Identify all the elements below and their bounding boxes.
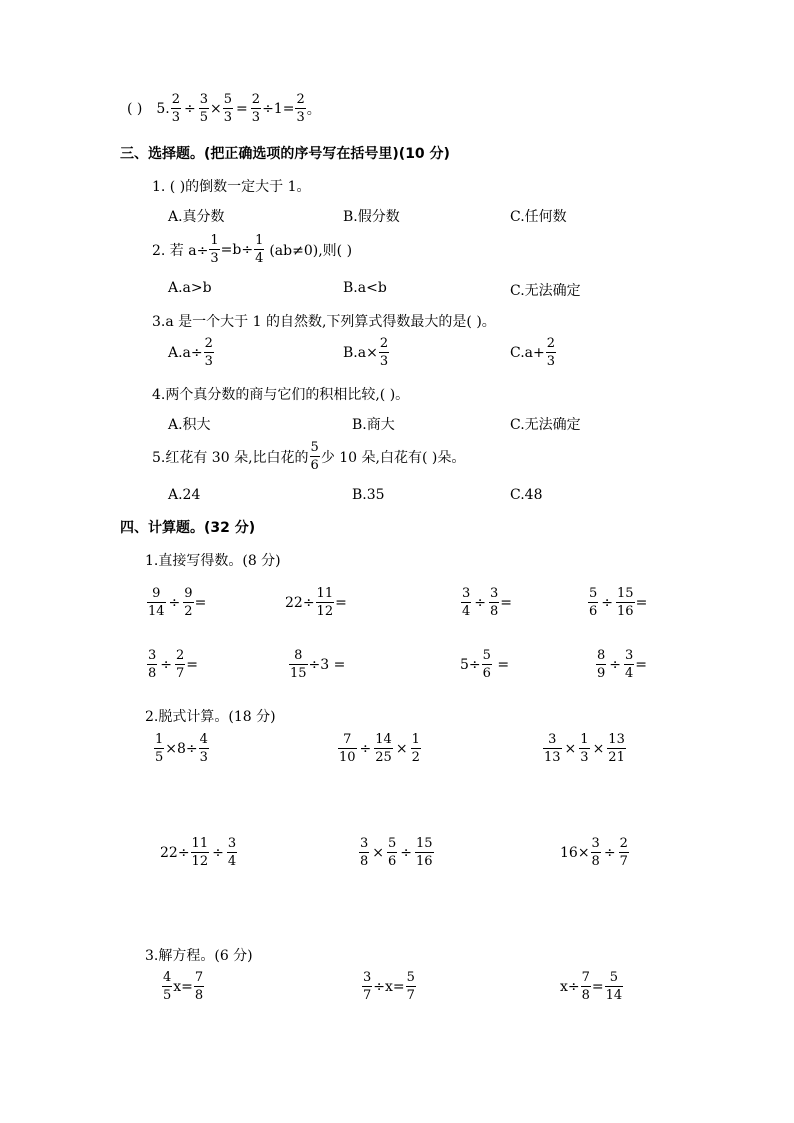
fraction bbox=[482, 649, 492, 680]
denominator: 7 bbox=[619, 854, 628, 869]
option-q1-b[interactable]: B.假分数 bbox=[343, 209, 400, 225]
expression-text: 2. 若 a÷ bbox=[152, 242, 209, 259]
numerator: 8 bbox=[294, 648, 303, 663]
numerator: 15 bbox=[617, 586, 634, 601]
expression-text: × bbox=[592, 740, 605, 757]
fraction bbox=[607, 733, 626, 764]
denominator: 16 bbox=[617, 604, 634, 619]
expression-text: ÷ bbox=[400, 844, 413, 861]
expression-text: × bbox=[395, 740, 408, 757]
expression-text: ÷ bbox=[359, 740, 372, 757]
fraction bbox=[579, 733, 589, 764]
expression-text: 5÷ bbox=[460, 656, 481, 673]
denominator: 21 bbox=[608, 750, 625, 765]
fraction bbox=[295, 93, 305, 124]
choice-q5 bbox=[152, 441, 465, 472]
numerator: 2 bbox=[379, 336, 389, 351]
expression-text: ÷ bbox=[601, 594, 614, 611]
fraction bbox=[624, 649, 634, 680]
numerator: 4 bbox=[163, 970, 172, 985]
expression-text: × bbox=[372, 844, 385, 861]
numerator: 3 bbox=[360, 836, 369, 851]
part-3-title: 3.解方程。(6 分) bbox=[145, 948, 253, 964]
fraction bbox=[338, 733, 357, 764]
oral-calc-6 bbox=[288, 649, 345, 680]
denominator: 16 bbox=[416, 854, 433, 869]
fraction bbox=[199, 733, 209, 764]
section-3-title: 三、选择题。(把正确选项的序号写在括号里)(10 分) bbox=[120, 146, 450, 162]
denominator: 4 bbox=[255, 251, 264, 266]
fraction bbox=[581, 971, 591, 1002]
judge-item-5 bbox=[127, 93, 321, 124]
numerator: 14 bbox=[375, 732, 392, 747]
fraction bbox=[387, 837, 397, 868]
part-2-title: 2.脱式计算。(18 分) bbox=[145, 709, 276, 725]
expression-text: ÷3 = bbox=[308, 656, 346, 673]
expression-text: ÷ bbox=[474, 594, 487, 611]
expression-text: ÷ bbox=[212, 844, 224, 861]
expression-text: =b÷ bbox=[220, 241, 254, 258]
fraction bbox=[616, 587, 635, 618]
denominator: 15 bbox=[290, 666, 307, 681]
expression-text: 少 10 朵,白花有( )朵。 bbox=[320, 449, 466, 466]
fraction bbox=[191, 837, 210, 868]
fraction bbox=[204, 337, 214, 368]
expression-text: ÷ bbox=[160, 656, 173, 673]
numerator: 7 bbox=[343, 732, 352, 747]
expression-text: = bbox=[492, 656, 510, 673]
oral-calc-3 bbox=[460, 587, 512, 618]
fraction bbox=[316, 587, 335, 618]
numerator: 3 bbox=[548, 732, 557, 747]
fraction bbox=[154, 733, 164, 764]
option-q1-a[interactable]: A.真分数 bbox=[168, 209, 225, 225]
denominator: 5 bbox=[199, 110, 209, 125]
numerator: 3 bbox=[227, 836, 237, 851]
expression-text: 5.红花有 30 朵,比白花的 bbox=[152, 449, 309, 466]
fraction bbox=[596, 649, 606, 680]
oral-calc-4 bbox=[587, 587, 647, 618]
denominator: 3 bbox=[204, 354, 213, 369]
choice-q1: 1. ( )的倒数一定大于 1。 bbox=[152, 179, 311, 195]
step-calc-5 bbox=[358, 837, 435, 868]
fraction bbox=[175, 649, 185, 680]
numerator: 2 bbox=[296, 92, 305, 107]
denominator: 7 bbox=[176, 666, 185, 681]
denominator: 7 bbox=[363, 988, 372, 1003]
denominator: 9 bbox=[597, 666, 606, 681]
numerator: 3 bbox=[199, 92, 209, 107]
oral-calc-7 bbox=[460, 649, 509, 680]
denominator: 14 bbox=[605, 988, 623, 1003]
expression-text: ×8÷ bbox=[165, 740, 198, 757]
part-1-title: 1.直接写得数。(8 分) bbox=[145, 553, 281, 569]
expression-text: ÷ bbox=[603, 844, 616, 861]
expression-text: 。 bbox=[306, 101, 321, 118]
fraction bbox=[209, 234, 219, 265]
denominator: 3 bbox=[379, 354, 389, 369]
fraction bbox=[359, 837, 369, 868]
numerator: 2 bbox=[546, 336, 556, 351]
oral-calc-1 bbox=[146, 587, 206, 618]
numerator: 1 bbox=[580, 732, 589, 747]
choice-q4: 4.两个真分数的商与它们的积相比较,( )。 bbox=[152, 387, 410, 403]
option-q2-b[interactable]: B.a<b bbox=[343, 280, 387, 296]
denominator: 4 bbox=[227, 854, 237, 869]
denominator: 8 bbox=[360, 854, 369, 869]
numerator: 3 bbox=[363, 970, 372, 985]
expression-text: ÷ bbox=[609, 656, 622, 673]
fraction bbox=[619, 837, 629, 868]
denominator: 8 bbox=[591, 854, 600, 869]
option-q2-a[interactable]: A.a>b bbox=[168, 280, 212, 296]
numerator: 1 bbox=[155, 732, 164, 747]
option-q4-c[interactable]: C.无法确定 bbox=[510, 417, 581, 433]
denominator: 13 bbox=[544, 750, 561, 765]
expression-text: 5. bbox=[156, 100, 170, 117]
numerator: 5 bbox=[406, 970, 415, 985]
fraction bbox=[289, 649, 308, 680]
denominator: 10 bbox=[339, 750, 356, 765]
numerator: 1 bbox=[210, 233, 219, 248]
denominator: 8 bbox=[490, 604, 499, 619]
option-q5-a[interactable]: A.24 bbox=[168, 487, 201, 503]
denominator: 6 bbox=[482, 666, 491, 681]
choice-q2 bbox=[152, 234, 352, 265]
numerator: 7 bbox=[581, 970, 590, 985]
denominator: 2 bbox=[411, 750, 420, 765]
option-q5-b[interactable]: B.35 bbox=[352, 487, 385, 503]
numerator: 5 bbox=[589, 586, 598, 601]
fraction bbox=[223, 93, 233, 124]
oral-calc-8 bbox=[595, 649, 647, 680]
section-4-title: 四、计算题。(32 分) bbox=[120, 520, 256, 536]
step-calc-4 bbox=[160, 837, 238, 868]
denominator: 6 bbox=[310, 458, 319, 473]
expression-text: A.a÷ bbox=[168, 344, 203, 361]
equation-1 bbox=[161, 971, 205, 1002]
numerator: 9 bbox=[152, 586, 161, 601]
fraction bbox=[588, 587, 598, 618]
denominator: 4 bbox=[625, 666, 634, 681]
numerator: 1 bbox=[411, 732, 420, 747]
numerator: 2 bbox=[204, 336, 213, 351]
expression-text: x÷ bbox=[560, 978, 580, 995]
denominator: 12 bbox=[191, 854, 209, 869]
denominator: 14 bbox=[148, 604, 165, 619]
fraction bbox=[183, 587, 193, 618]
expression-text: = bbox=[186, 656, 199, 673]
fraction bbox=[489, 587, 499, 618]
denominator: 3 bbox=[546, 354, 556, 369]
option-q3-b[interactable] bbox=[343, 337, 390, 368]
expression-text: ÷ bbox=[168, 594, 181, 611]
numerator: 5 bbox=[223, 92, 233, 107]
option-q3-a[interactable] bbox=[168, 337, 215, 368]
denominator: 2 bbox=[184, 604, 193, 619]
fraction bbox=[147, 587, 166, 618]
denominator: 6 bbox=[589, 604, 598, 619]
fraction bbox=[227, 837, 237, 868]
expression-text: ÷ bbox=[184, 100, 196, 117]
step-calc-1 bbox=[153, 733, 210, 764]
expression-text: 22÷ bbox=[285, 594, 315, 611]
denominator: 3 bbox=[251, 110, 261, 125]
fraction bbox=[254, 234, 264, 265]
fraction bbox=[194, 971, 204, 1002]
option-q1-c[interactable]: C.任何数 bbox=[510, 209, 567, 225]
denominator: 5 bbox=[163, 988, 172, 1003]
oral-calc-2 bbox=[285, 587, 347, 618]
fraction bbox=[543, 733, 562, 764]
numerator: 5 bbox=[388, 836, 397, 851]
expression-text: = bbox=[591, 978, 604, 995]
fraction bbox=[162, 971, 172, 1002]
fraction bbox=[374, 733, 393, 764]
fraction bbox=[605, 971, 624, 1002]
answer-paren[interactable]: ( ) bbox=[127, 100, 143, 117]
numerator: 2 bbox=[171, 92, 181, 107]
denominator: 5 bbox=[155, 750, 164, 765]
numerator: 1 bbox=[255, 233, 264, 248]
option-q3-c[interactable] bbox=[510, 337, 557, 368]
numerator: 5 bbox=[310, 440, 319, 455]
fraction bbox=[310, 441, 320, 472]
denominator: 7 bbox=[406, 988, 415, 1003]
fraction bbox=[199, 93, 209, 124]
fraction bbox=[591, 837, 601, 868]
fraction bbox=[379, 337, 389, 368]
option-q4-b[interactable]: B.商大 bbox=[352, 417, 395, 433]
numerator: 5 bbox=[609, 970, 619, 985]
expression-text: ÷1= bbox=[262, 100, 295, 117]
expression-text: = bbox=[500, 594, 513, 611]
choice-q3: 3.a 是一个大于 1 的自然数,下列算式得数最大的是( )。 bbox=[152, 314, 496, 330]
expression-text: = bbox=[194, 594, 207, 611]
numerator: 11 bbox=[316, 586, 334, 601]
oral-calc-5 bbox=[146, 649, 198, 680]
numerator: 3 bbox=[625, 648, 634, 663]
denominator: 8 bbox=[194, 988, 204, 1003]
fraction bbox=[461, 587, 471, 618]
denominator: 3 bbox=[199, 750, 208, 765]
fraction bbox=[147, 649, 157, 680]
numerator: 15 bbox=[416, 836, 433, 851]
denominator: 3 bbox=[223, 110, 233, 125]
expression-text: = bbox=[236, 100, 248, 117]
numerator: 7 bbox=[194, 970, 204, 985]
denominator: 6 bbox=[388, 854, 397, 869]
equation-3 bbox=[560, 971, 624, 1002]
expression-text: 16× bbox=[560, 844, 590, 861]
numerator: 2 bbox=[251, 92, 261, 107]
expression-text: = bbox=[335, 594, 347, 611]
numerator: 3 bbox=[490, 586, 499, 601]
expression-text: 22÷ bbox=[160, 844, 190, 861]
denominator: 12 bbox=[316, 604, 334, 619]
fraction bbox=[546, 337, 556, 368]
denominator: 25 bbox=[375, 750, 392, 765]
numerator: 3 bbox=[148, 648, 157, 663]
expression-text: (ab≠0),则( ) bbox=[269, 242, 353, 259]
expression-text: ÷x= bbox=[373, 978, 405, 995]
fraction bbox=[411, 733, 421, 764]
fraction bbox=[406, 971, 416, 1002]
denominator: 8 bbox=[148, 666, 157, 681]
numerator: 13 bbox=[608, 732, 625, 747]
denominator: 8 bbox=[581, 988, 590, 1003]
numerator: 8 bbox=[597, 648, 606, 663]
expression-text: = bbox=[635, 656, 648, 673]
numerator: 9 bbox=[184, 586, 193, 601]
expression-text: × bbox=[564, 740, 577, 757]
fraction bbox=[171, 93, 181, 124]
denominator: 3 bbox=[171, 110, 181, 125]
option-q5-c[interactable]: C.48 bbox=[510, 487, 543, 503]
numerator: 4 bbox=[199, 732, 208, 747]
numerator: 11 bbox=[191, 836, 209, 851]
fraction bbox=[362, 971, 372, 1002]
denominator: 3 bbox=[210, 251, 219, 266]
expression-text: C.a+ bbox=[510, 344, 545, 361]
option-q4-a[interactable]: A.积大 bbox=[168, 417, 211, 433]
numerator: 3 bbox=[591, 836, 600, 851]
numerator: 2 bbox=[176, 648, 185, 663]
numerator: 2 bbox=[619, 836, 628, 851]
fraction bbox=[415, 837, 434, 868]
equation-2 bbox=[361, 971, 417, 1002]
expression-text: x= bbox=[173, 978, 193, 995]
denominator: 3 bbox=[580, 750, 589, 765]
fraction bbox=[251, 93, 261, 124]
expression-text: B.a× bbox=[343, 344, 378, 361]
expression-text: × bbox=[210, 100, 222, 117]
step-calc-3 bbox=[542, 733, 627, 764]
step-calc-6 bbox=[560, 837, 630, 868]
numerator: 5 bbox=[482, 648, 491, 663]
denominator: 3 bbox=[296, 110, 305, 125]
expression-text: = bbox=[635, 594, 648, 611]
step-calc-2 bbox=[337, 733, 422, 764]
option-q2-c[interactable]: C.无法确定 bbox=[510, 283, 581, 299]
denominator: 4 bbox=[462, 604, 471, 619]
numerator: 3 bbox=[462, 586, 471, 601]
